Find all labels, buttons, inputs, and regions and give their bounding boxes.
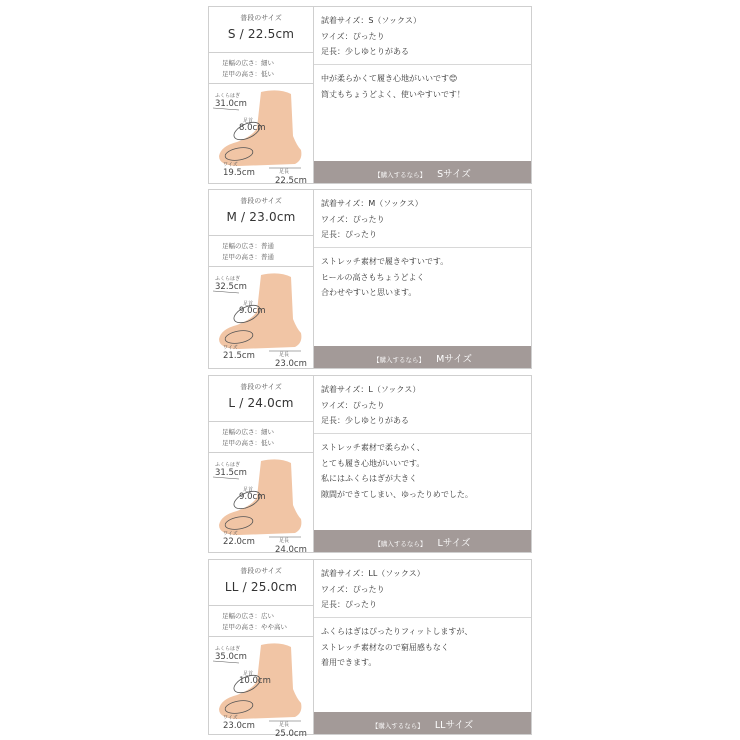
- fit-specs: [314, 7, 531, 65]
- size-review-card: [208, 6, 532, 184]
- calf-value: 31.0cm: [215, 99, 247, 109]
- length-value: 23.0cm: [275, 359, 307, 369]
- wearer-profile: [209, 376, 314, 555]
- usual-size-box: [209, 560, 313, 606]
- fit-specs: [314, 190, 531, 248]
- foot-width-label: 足幅の広さ：細い: [222, 428, 274, 436]
- recommended-size-bar: [314, 530, 531, 552]
- length-fit: 足長：ぴったり: [321, 600, 377, 609]
- instep-height-label: 足甲の高さ：やや高い: [222, 623, 287, 631]
- usual-size-caption: 普段のサイズ: [240, 14, 282, 22]
- fit-specs: [314, 376, 531, 434]
- recommend-prefix: 【購入するなら】: [371, 722, 424, 730]
- tried-size: 試着サイズ：L（ソックス）: [321, 385, 421, 394]
- usual-size-caption: 普段のサイズ: [240, 567, 282, 575]
- wise-fit: ワイズ：ぴったり: [321, 214, 385, 224]
- foot-attributes: [209, 606, 313, 637]
- recommend-prefix: 【購入するなら】: [374, 540, 427, 548]
- fit-review: [314, 7, 531, 183]
- length-value: 24.0cm: [275, 545, 307, 555]
- wise-label: ワイズ: [223, 345, 238, 351]
- length-label: 足長: [279, 722, 290, 728]
- review-comment: [314, 434, 531, 502]
- review-comment-line: 中が柔らかくて履き心地がいいです😊: [321, 74, 458, 83]
- size-review-card: [208, 189, 532, 369]
- calf-label: ふくらはぎ: [215, 646, 241, 652]
- fit-specs: [314, 560, 531, 618]
- wise-value: 21.5cm: [223, 351, 255, 361]
- calf-value: 31.5cm: [215, 468, 247, 478]
- review-comment-line: ストレッチ素材で柔らかく、: [321, 443, 425, 452]
- instep-height-label: 足甲の高さ：普通: [222, 253, 274, 261]
- foot-width-label: 足幅の広さ：細い: [222, 59, 274, 67]
- fit-review: [314, 560, 531, 734]
- length-value: 22.5cm: [275, 176, 307, 186]
- review-comment: [314, 65, 531, 102]
- recommend-prefix: 【購入するなら】: [374, 171, 427, 179]
- foot-attributes: [209, 236, 313, 267]
- wise-value: 22.0cm: [223, 537, 255, 547]
- calf-value: 32.5cm: [215, 282, 247, 292]
- calf-label: ふくらはぎ: [215, 276, 241, 282]
- review-comment-line: ふくらはぎはぴったりフィットしますが、: [321, 627, 473, 636]
- ankle-value: 9.0cm: [239, 306, 266, 316]
- instep-height-label: 足甲の高さ：低い: [222, 439, 274, 447]
- review-comment-line: 着用できます。: [321, 658, 377, 667]
- calf-label: ふくらはぎ: [215, 462, 241, 468]
- calf-value: 35.0cm: [215, 652, 247, 662]
- fit-review: [314, 190, 531, 368]
- wise-fit: ワイズ：ぴったり: [321, 400, 385, 410]
- size-review-card: [208, 375, 532, 553]
- review-comment-line: 隙間ができてしまい、ゆったりめでした。: [321, 489, 473, 499]
- foot-width-label: 足幅の広さ：普通: [222, 242, 274, 250]
- size-review-card: [208, 559, 532, 739]
- review-comment: [314, 618, 531, 671]
- ankle-value: 8.0cm: [239, 123, 266, 133]
- usual-size-value: LL / 25.0cm: [224, 580, 298, 594]
- ankle-label: 足首: [243, 301, 254, 307]
- wise-value: 19.5cm: [223, 168, 255, 178]
- length-label: 足長: [279, 538, 290, 544]
- ankle-value: 9.0cm: [239, 492, 266, 502]
- length-fit: 足長：少しゆとりがある: [321, 416, 409, 425]
- wise-label: ワイズ: [223, 531, 238, 537]
- fit-review: [314, 376, 531, 552]
- wise-label: ワイズ: [223, 715, 238, 721]
- ankle-label: 足首: [243, 671, 254, 677]
- review-comment-line: ヒールの高さもちょうどよく: [321, 272, 425, 282]
- review-comment-line: ストレッチ素材なので窮屈感もなく: [321, 642, 449, 652]
- ankle-value: 10.0cm: [239, 676, 271, 686]
- foot-width-label: 足幅の広さ：広い: [222, 612, 274, 620]
- calf-label: ふくらはぎ: [215, 93, 241, 99]
- review-comment-line: 筒丈もちょうどよく、使いやすいです！: [321, 89, 465, 99]
- usual-size-caption: 普段のサイズ: [240, 197, 282, 205]
- review-comment-line: 合わせやすいと思います。: [321, 288, 417, 297]
- wearer-profile: [209, 560, 314, 739]
- usual-size-box: [209, 190, 313, 236]
- recommended-size: Lサイズ: [437, 538, 471, 549]
- usual-size-value: S / 22.5cm: [227, 27, 295, 41]
- foot-measurements: [209, 639, 313, 739]
- length-fit: 足長：ぴったり: [321, 230, 377, 239]
- recommended-size: Mサイズ: [436, 354, 473, 365]
- foot-measurements: [209, 86, 313, 186]
- ankle-label: 足首: [243, 487, 254, 493]
- foot-attributes: [209, 422, 313, 453]
- usual-size-value: M / 23.0cm: [226, 210, 296, 224]
- length-value: 25.0cm: [275, 729, 307, 739]
- wise-label: ワイズ: [223, 162, 238, 168]
- review-comment-line: ストレッチ素材で履きやすいです。: [321, 257, 449, 266]
- usual-size-box: [209, 376, 313, 422]
- wise-value: 23.0cm: [223, 721, 255, 731]
- recommended-size-bar: [314, 712, 531, 734]
- ankle-label: 足首: [243, 118, 254, 124]
- foot-measurements: [209, 269, 313, 368]
- foot-attributes: [209, 53, 313, 84]
- length-label: 足長: [279, 169, 290, 175]
- recommended-size: Sサイズ: [437, 169, 471, 180]
- wearer-profile: [209, 7, 314, 186]
- wise-fit: ワイズ：ぴったり: [321, 584, 385, 594]
- wise-fit: ワイズ：ぴったり: [321, 31, 385, 41]
- review-comment-line: 私にはふくらはぎが大きく: [321, 474, 417, 483]
- recommended-size-bar: [314, 161, 531, 183]
- recommended-size: LLサイズ: [434, 720, 474, 731]
- length-fit: 足長：少しゆとりがある: [321, 47, 409, 56]
- review-comment-line: とても履き心地がいいです。: [321, 458, 425, 468]
- foot-measurements: [209, 455, 313, 555]
- tried-size: 試着サイズ：S（ソックス）: [321, 16, 421, 25]
- usual-size-value: L / 24.0cm: [228, 396, 294, 410]
- length-label: 足長: [279, 352, 290, 358]
- recommended-size-bar: [314, 346, 531, 368]
- tried-size: 試着サイズ：LL（ソックス）: [321, 569, 425, 578]
- usual-size-caption: 普段のサイズ: [240, 383, 282, 391]
- review-comment: [314, 248, 531, 301]
- instep-height-label: 足甲の高さ：低い: [222, 70, 274, 78]
- recommend-prefix: 【購入するなら】: [372, 356, 425, 364]
- wearer-profile: [209, 190, 314, 368]
- tried-size: 試着サイズ：M（ソックス）: [321, 199, 423, 208]
- usual-size-box: [209, 7, 313, 53]
